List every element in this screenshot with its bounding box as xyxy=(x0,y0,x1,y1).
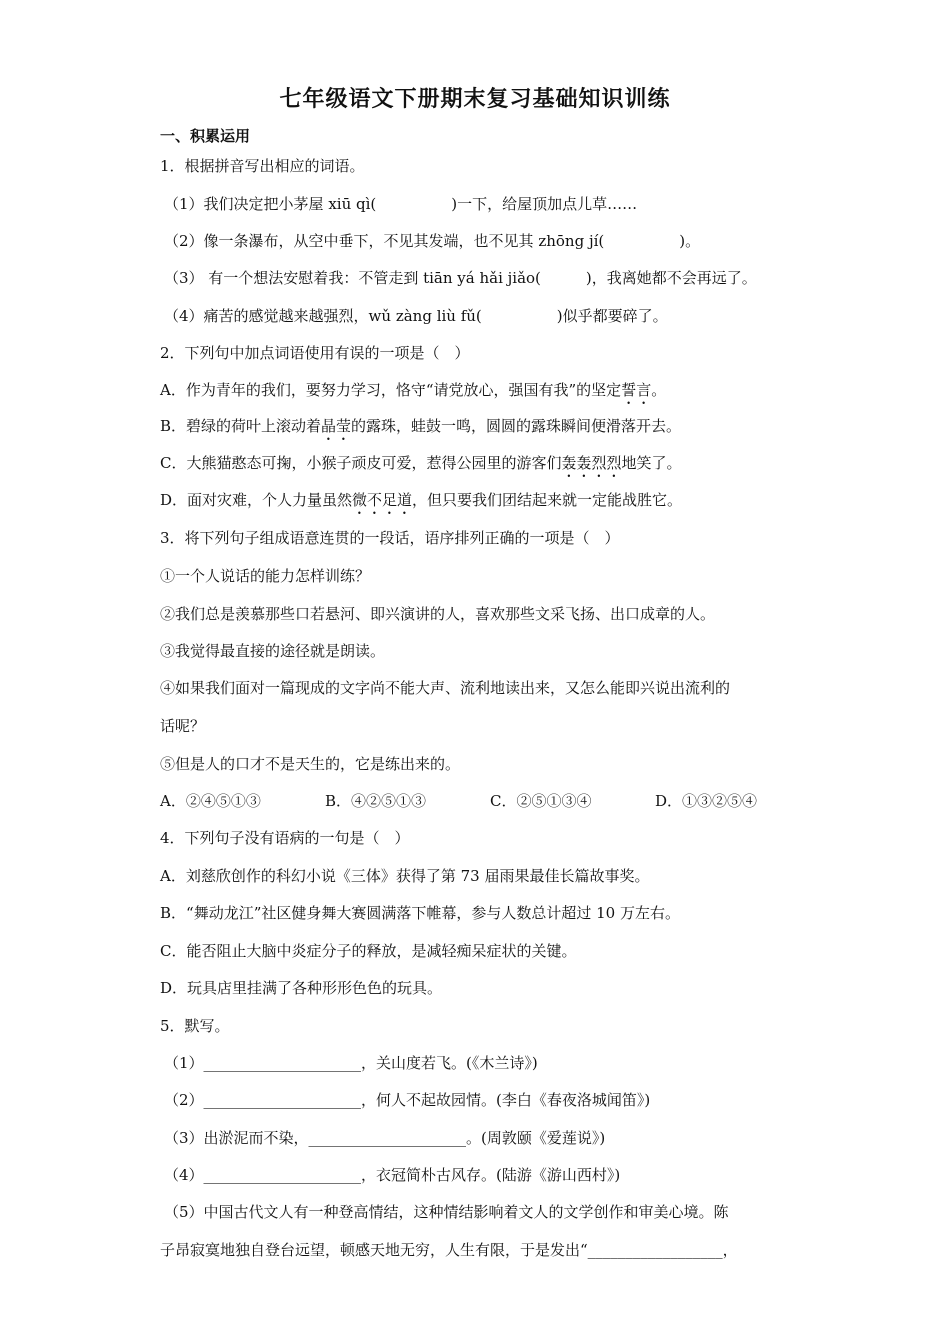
q1-item-4: （4）痛苦的感觉越来越强烈，wǔ zàng liù fǔ( )似乎都要碎了。 xyxy=(164,307,668,325)
q5-item-5: （5）中国古代文人有一种登高情结，这种情结影响着文人的文学创作和审美心境。陈 xyxy=(164,1203,729,1221)
q1-stem: 1．根据拼音写出相应的词语。 xyxy=(160,157,365,175)
q4-option-b: B．“舞动龙江”社区健身舞大赛圆满落下帷幕，参与人数总计超过 10 万左右。 xyxy=(160,904,680,922)
q4-option-c: C．能否阻止大脑中炎症分子的释放，是减轻痴呆症状的关键。 xyxy=(160,942,577,960)
q5-stem: 5．默写。 xyxy=(160,1017,230,1035)
q2-option-c: C．大熊猫憨态可掬，小猴子顽皮可爱，惹得公园里的游客们轰轰烈烈地笑了。 xyxy=(160,454,682,472)
q3-sentence-1: ①一个人说话的能力怎样训练？ xyxy=(160,567,371,585)
dotted-word: 轰轰烈烈 xyxy=(561,454,622,472)
dotted-word: 晶莹 xyxy=(321,417,352,435)
q1-item-2: （2）像一条瀑布，从空中垂下，不见其发端，也不见其 zhōng jí( )。 xyxy=(164,232,701,250)
q5-item-2: （2）_____________________，何人不起故园情。(李白《春夜洛城闻笛》) xyxy=(164,1091,651,1109)
q2-option-a: A．作为青年的我们，要努力学习，恪守“请党放心，强国有我”的坚定誓言。 xyxy=(160,381,667,399)
q3-sentence-4-cont: 话呢？ xyxy=(160,717,206,735)
q3-sentence-4: ④如果我们面对一篇现成的文字尚不能大声、流利地读出来，又怎么能即兴说出流利的 xyxy=(160,679,731,697)
section-heading: 一、积累运用 xyxy=(160,127,251,145)
q5-item-4: （4）_____________________，衣冠简朴古风存。(陆游《游山西村》) xyxy=(164,1166,621,1184)
q5-item-1: （1）_____________________，关山度若飞。(《木兰诗》) xyxy=(164,1054,538,1072)
q5-item-3: （3）出淤泥而不染，_____________________。(周敦颐《爱莲说》) xyxy=(164,1129,606,1147)
q3-sentence-2: ②我们总是羡慕那些口若悬河、即兴演讲的人，喜欢那些文采飞扬、出口成章的人。 xyxy=(160,605,716,623)
q2-stem: 2．下列句中加点词语使用有误的一项是（ ） xyxy=(160,344,470,362)
q1-item-1: （1）我们决定把小茅屋 xiū qì( )一下，给屋顶加点儿草…… xyxy=(164,195,638,213)
q3-sentence-3: ③我觉得最直接的途径就是朗读。 xyxy=(160,642,386,660)
q1-item-3: （3） 有一个想法安慰着我：不管走到 tiān yá hǎi jiǎo( )，我离她都不会再远了。 xyxy=(164,269,757,287)
q4-option-d: D．玩具店里挂满了各种形形色色的玩具。 xyxy=(160,979,443,997)
dotted-word: 微不足道 xyxy=(352,491,413,509)
q2-option-d: D．面对灾难，个人力量虽然微不足道，但只要我们团结起来就一定能战胜它。 xyxy=(160,491,683,509)
q2-option-b: B．碧绿的荷叶上滚动着晶莹的露珠，蛙鼓一鸣，圆圆的露珠瞬间便滑落开去。 xyxy=(160,417,682,435)
q3-sentence-5: ⑤但是人的口才不是天生的，它是练出来的。 xyxy=(160,755,461,773)
dotted-word: 誓言 xyxy=(621,381,652,399)
q4-stem: 4．下列句子没有语病的一句是（ ） xyxy=(160,829,410,847)
page-title: 七年级语文下册期末复习基础知识训练 xyxy=(279,86,671,112)
q5-item-5-cont: 子昂寂寞地独自登台远望，顿感天地无穷，人生有限，于是发出“__________________， xyxy=(160,1241,738,1259)
q4-option-a: A．刘慈欣创作的科幻小说《三体》获得了第 73 届雨果最佳长篇故事奖。 xyxy=(160,867,650,885)
q3-stem: 3．将下列句子组成语意连贯的一段话，语序排列正确的一项是（ ） xyxy=(160,529,620,547)
q3-options: A．②④⑤①③ B．④②⑤①③ C．②⑤①③④ D．①③②⑤④ xyxy=(160,792,758,810)
